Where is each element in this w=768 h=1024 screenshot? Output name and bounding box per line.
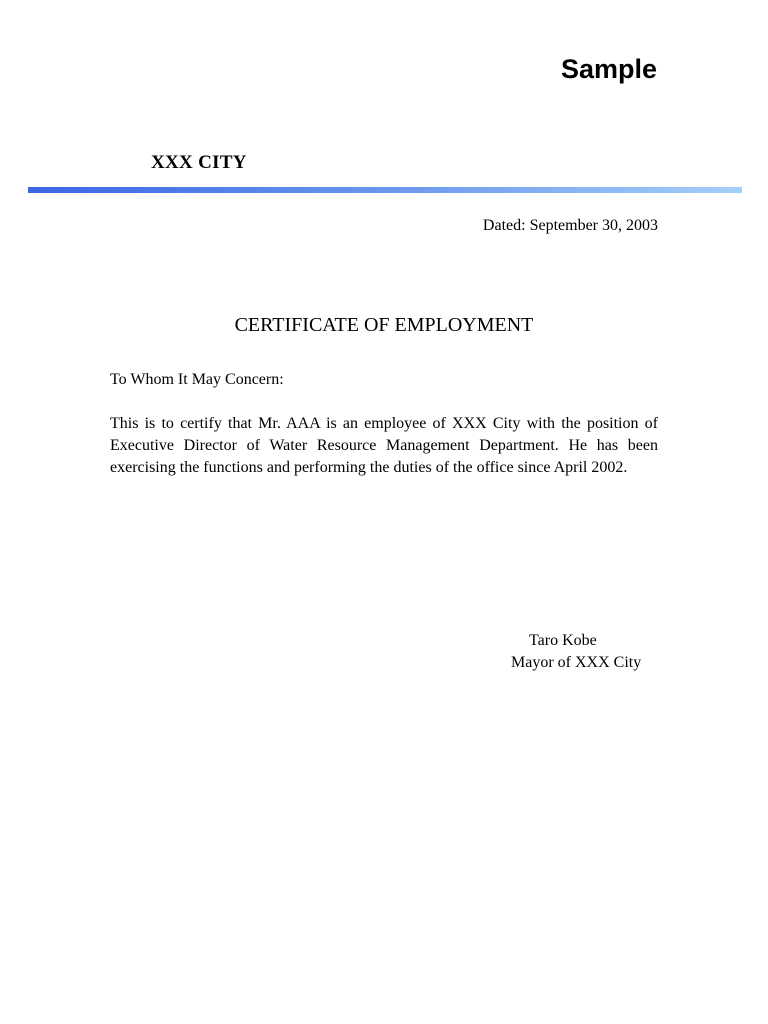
date-line: Dated: September 30, 2003 bbox=[482, 217, 658, 234]
certificate-body: This is to certify that Mr. AAA is an employee of XXX City with the position of Executive Director of Water Resource Management Department. He has been exercising the functions and performing the duties of the office since April 2002. bbox=[110, 415, 658, 476]
salutation: To Whom It May Concern: bbox=[110, 371, 284, 388]
header-divider bbox=[28, 187, 742, 193]
document-title: CERTIFICATE OF EMPLOYMENT bbox=[234, 314, 534, 336]
signatory-name: Taro Kobe bbox=[529, 632, 597, 649]
sample-watermark: Sample bbox=[560, 54, 657, 84]
signatory-title: Mayor of XXX City bbox=[511, 654, 642, 671]
organization-name: XXX CITY bbox=[151, 152, 247, 173]
